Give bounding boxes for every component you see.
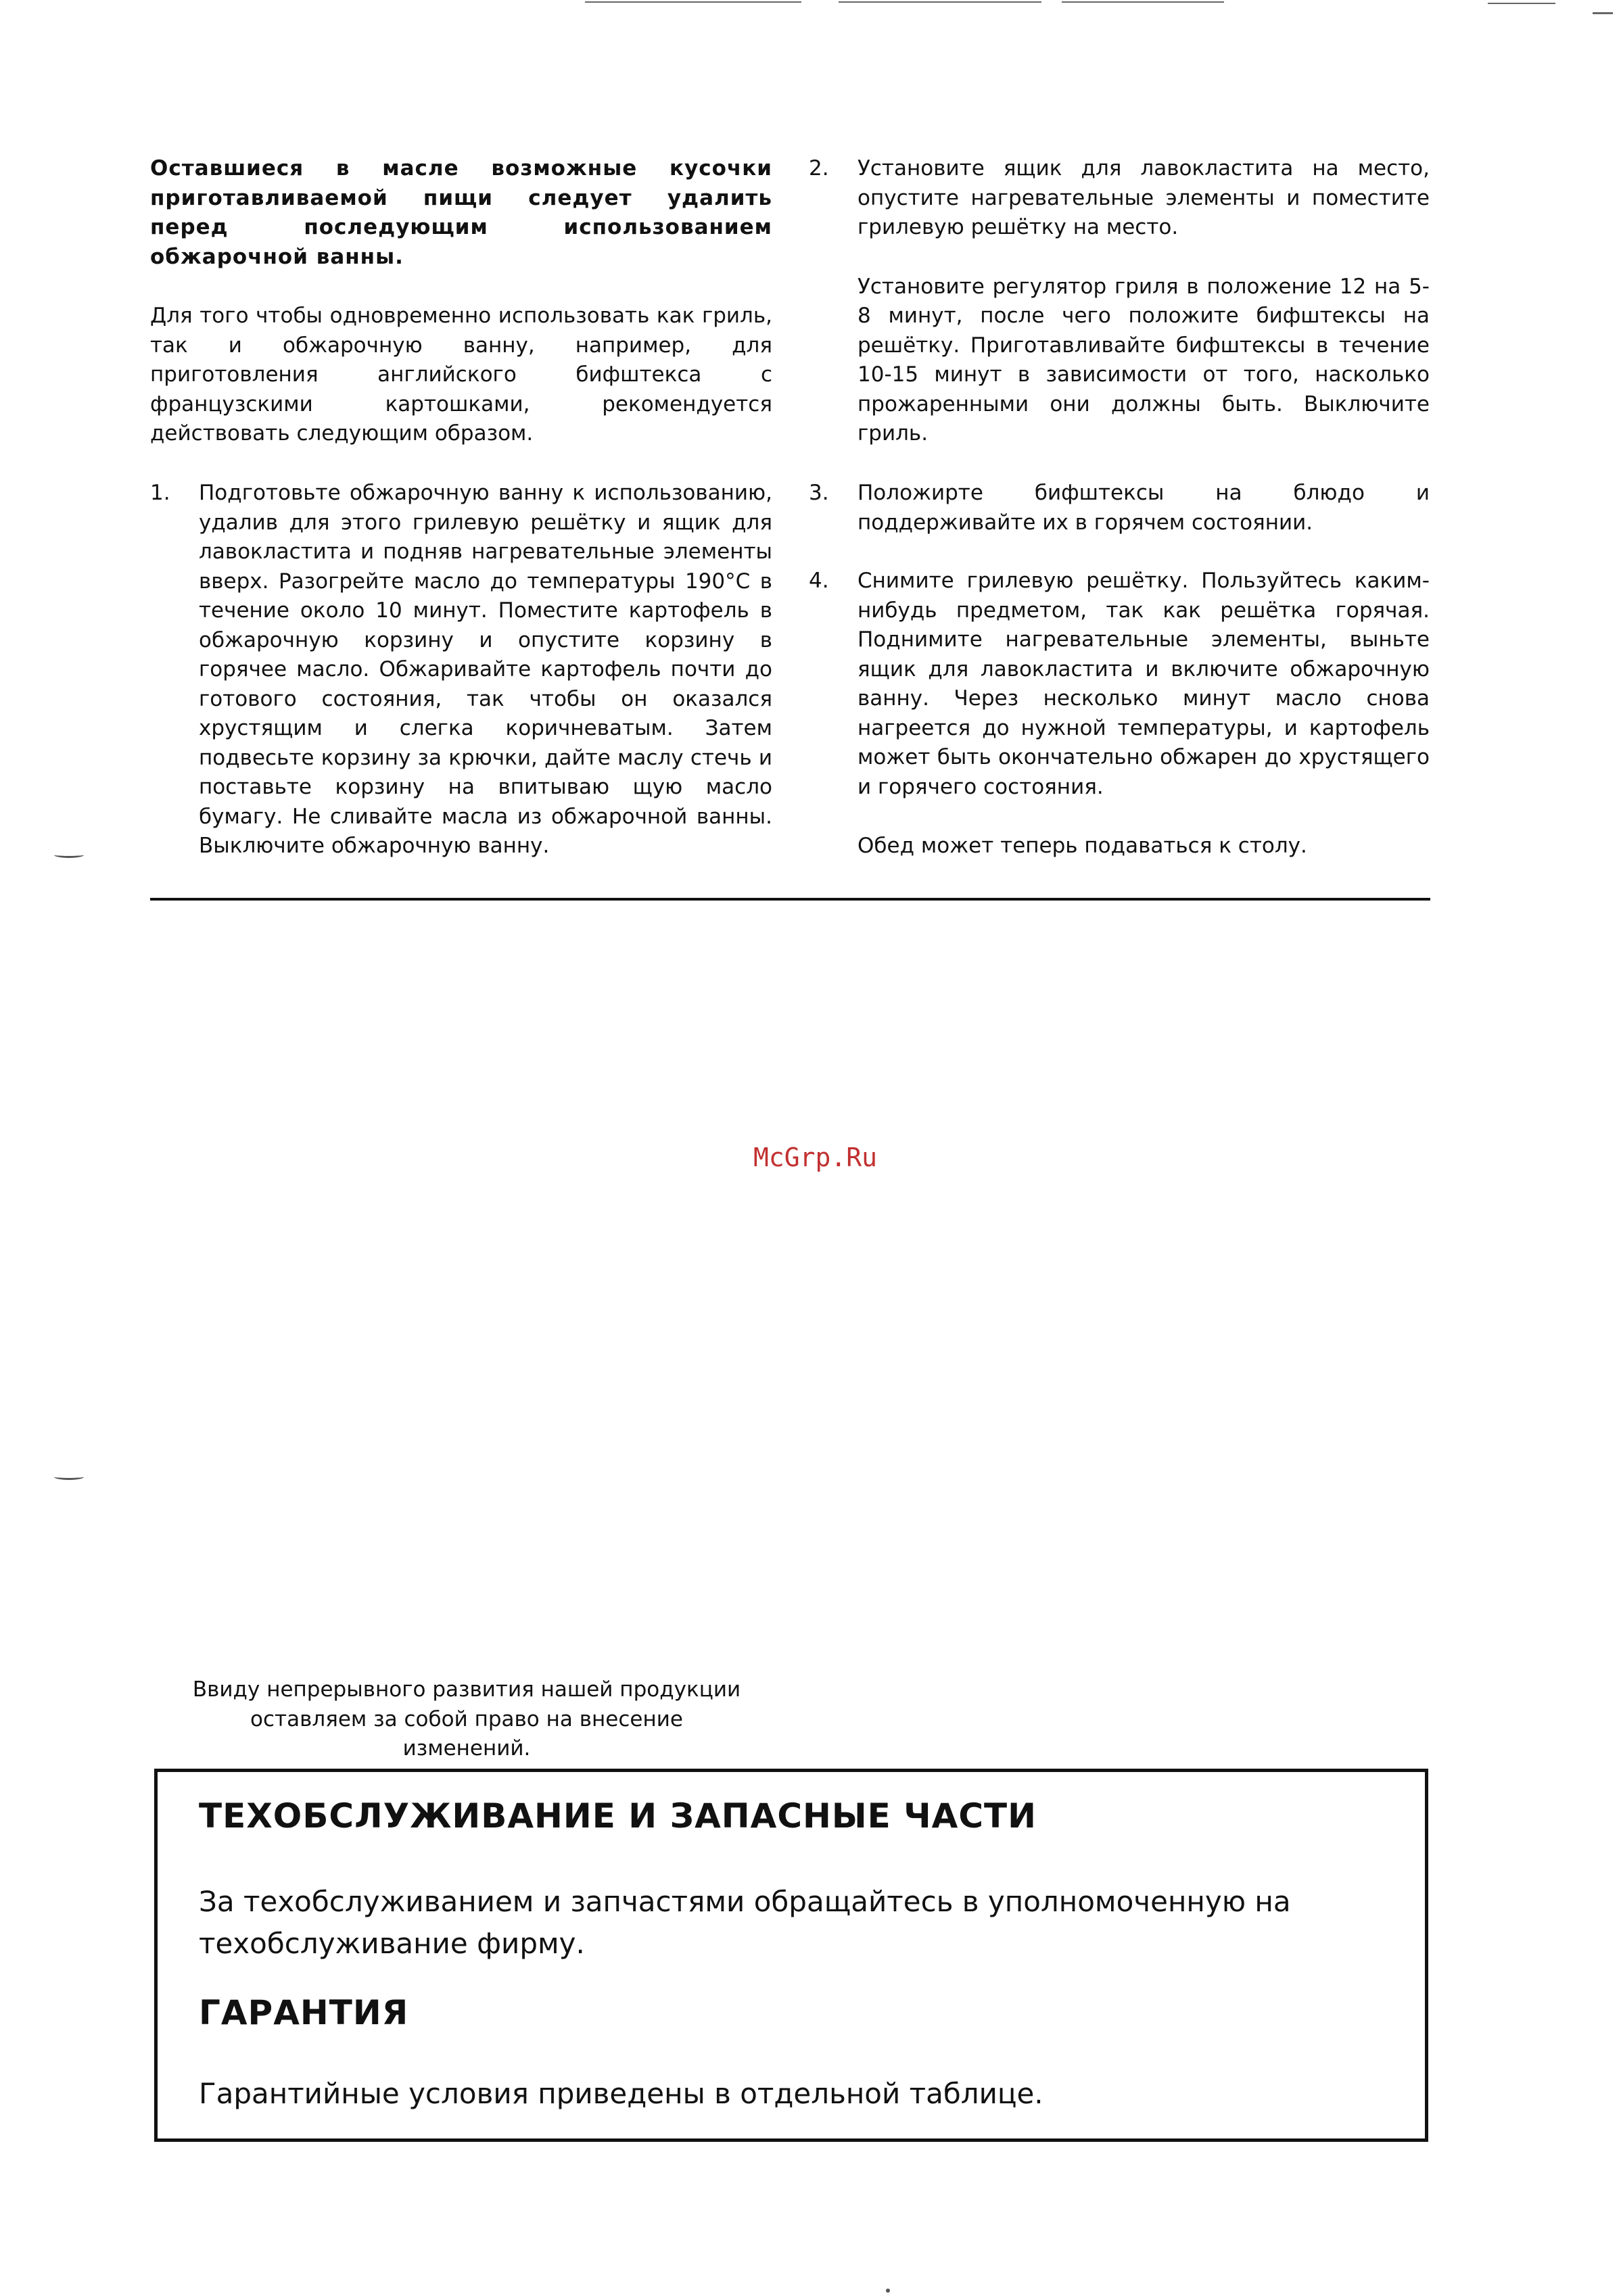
notice-line: Ввиду непрерывного развития нашей продукции — [192, 1677, 741, 1702]
step4-text — [858, 567, 1430, 861]
product-notice — [162, 1675, 771, 1764]
punch-mark — [54, 1474, 84, 1480]
intro-paragraph: Для того чтобы одновременно использовать как гриль, так и обжарочную ванну, например, для приготовления английского бифштекса с французскими картошками, рекомендуется действовать следующим образом. — [150, 304, 772, 446]
section-divider — [150, 898, 1430, 901]
watermark: McGrp.Ru — [753, 1143, 878, 1172]
scan-artifact-dot — [886, 2289, 890, 2293]
service-warranty-box — [154, 1769, 1428, 2142]
bold-note: Оставшиеся в масле возможные кусочки приготавливаемой пищи следует удалить перед последующим использованием обжарочной ванны. — [150, 156, 772, 269]
step2-paragraph-2: Установите регулятор гриля в положение 12 на 5-8 минут, после чего положите бифштексы на решётку. Приготавливайте бифштексы в течение 10-15 минут в зависимости от того, насколько прожаренными они должны быть. Выключите гриль. — [858, 274, 1430, 446]
step3-number: 3. — [809, 481, 829, 505]
notice-line: оставляем за собой право на внесение — [250, 1706, 683, 1731]
step2-number: 2. — [809, 156, 829, 181]
scan-artifact-line — [1062, 1, 1224, 3]
step4-paragraph: Снимите грилевую решётку. Пользуйтесь каким-нибудь предметом, так как решётка горячая. Поднимите нагревательные элементы, выньте ящик для лавокластита и включите обжарочную ванну. Через несколько минут масло снова нагреется до нужной температуры, и картофель может быть окончательно обжарен до хрустящего и горячего состояния. — [858, 569, 1430, 799]
step1-number: 1. — [150, 481, 170, 505]
step3-text: Положирте бифштексы на блюдо и поддерживайте их в горячем состоянии. — [858, 481, 1430, 535]
step1-text: Подготовьте обжарочную ванну к использованию, удалив для этого грилевую решётку и ящик для лавокластита и подняв нагревательные элементы вверх. Разогрейте масло до температуры 190°C в течение около 10 минут. Поместите картофель в обжарочную корзину и опустите корзину в горячее масло. Обжаривайте картофель почти до готового состояния, так чтобы он оказался хрустящим и слегка коричневатым. Затем подвесьте корзину за крючки, дайте маслу стечь и поставьте корзину на впитываю щую масло бумагу. Не сливайте масла из обжарочной ванны. Выключите обжарочную ванну. — [199, 481, 772, 858]
notice-line: изменений. — [402, 1736, 531, 1761]
scan-artifact-line — [1488, 3, 1555, 4]
scan-artifact-line — [839, 1, 1041, 3]
punch-mark — [54, 852, 84, 858]
service-text: За техобслуживанием и запчастями обращайтесь в уполномоченную на техобслуживание фирму. — [199, 1885, 1291, 1960]
service-heading: ТЕХОБСЛУЖИВАНИЕ И ЗАПАСНЫЕ ЧАСТИ — [199, 1796, 1037, 1836]
left-column — [150, 154, 772, 449]
scan-artifact-line — [585, 1, 801, 3]
closing-paragraph: Обед может теперь подаваться к столу. — [858, 834, 1307, 858]
scan-artifact-mark — [1593, 12, 1613, 14]
step2-paragraph: Установите ящик для лавокластита на место, опустите нагревательные элементы и поместите грилевую решётку на место. — [858, 156, 1430, 239]
step4-number: 4. — [809, 569, 829, 593]
step2-text — [858, 154, 1430, 449]
warranty-text: Гарантийные условия приведены в отдельной таблице. — [199, 2077, 1043, 2110]
warranty-heading: ГАРАНТИЯ — [199, 1993, 409, 2032]
